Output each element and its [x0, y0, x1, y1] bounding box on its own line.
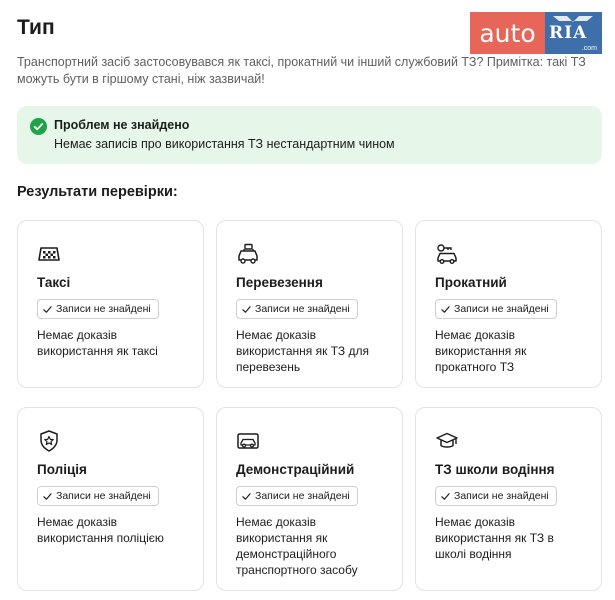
card-title: Поліція [37, 462, 87, 477]
status-badge [37, 299, 159, 319]
card-description: Немає доказів використання як ТЗ для перевезень [236, 328, 369, 374]
alert-title: Проблем не знайдено [54, 118, 190, 132]
page-title: Тип [17, 16, 55, 39]
badge-label: Записи не знайдені [255, 490, 350, 502]
check-icon [242, 305, 251, 314]
check-icon [441, 492, 450, 501]
logo-ria-part [545, 12, 602, 54]
status-badge [236, 299, 358, 319]
status-badge [236, 486, 358, 506]
logo-auto-part: auto [470, 12, 545, 54]
taxi-icon [37, 242, 61, 266]
card-title: Перевезення [236, 275, 323, 290]
card-title: Прокатний [435, 275, 507, 290]
badge-label: Записи не знайдені [454, 490, 549, 502]
card-description: Немає доказів використання як демонстраційного транспортного засобу [236, 515, 358, 577]
badge-label: Записи не знайдені [454, 303, 549, 315]
graduation-cap-icon [435, 429, 459, 453]
police-shield-icon [37, 429, 61, 453]
check-circle-icon [30, 118, 47, 135]
badge-label: Записи не знайдені [56, 490, 151, 502]
card-title: ТЗ школи водіння [435, 462, 555, 477]
badge-label: Записи не знайдені [255, 303, 350, 315]
card-title: Таксі [37, 275, 71, 290]
rental-keys-icon [435, 242, 459, 266]
cargo-car-icon [236, 242, 260, 266]
check-icon [43, 492, 52, 501]
status-alert [17, 106, 602, 164]
check-icon [441, 305, 450, 314]
card-description: Немає доказів використання як таксі [37, 328, 158, 358]
result-card-transportation [216, 220, 403, 388]
check-icon [43, 305, 52, 314]
autoria-logo[interactable] [470, 12, 602, 54]
result-card-police [17, 407, 204, 591]
result-card-taxi [17, 220, 204, 388]
status-badge [37, 486, 159, 506]
card-title: Демонстраційний [236, 462, 355, 477]
result-card-demo [216, 407, 403, 591]
status-badge [435, 299, 557, 319]
card-description: Немає доказів використання як прокатного ТЗ [435, 328, 527, 374]
demo-car-icon [236, 429, 260, 453]
status-badge [435, 486, 557, 506]
logo-ria-text: RIA [549, 23, 588, 43]
logo-ria-suffix: .com [581, 45, 597, 52]
result-card-rental [415, 220, 602, 388]
alert-text: Немає записів про використання ТЗ нестандартним чином [54, 137, 395, 151]
page-description: Транспортний засіб застосовувався як таксі, прокатний чи інший службовий ТЗ? Примітка: такі ТЗ можуть бути в гіршому стані, ніж зазвичай! [17, 55, 586, 86]
result-card-driving-school [415, 407, 602, 591]
check-icon [242, 492, 251, 501]
card-description: Немає доказів використання як ТЗ в школі водіння [435, 515, 554, 561]
results-heading: Результати перевірки: [17, 184, 178, 200]
card-description: Немає доказів використання поліцією [37, 515, 164, 545]
badge-label: Записи не знайдені [56, 303, 151, 315]
